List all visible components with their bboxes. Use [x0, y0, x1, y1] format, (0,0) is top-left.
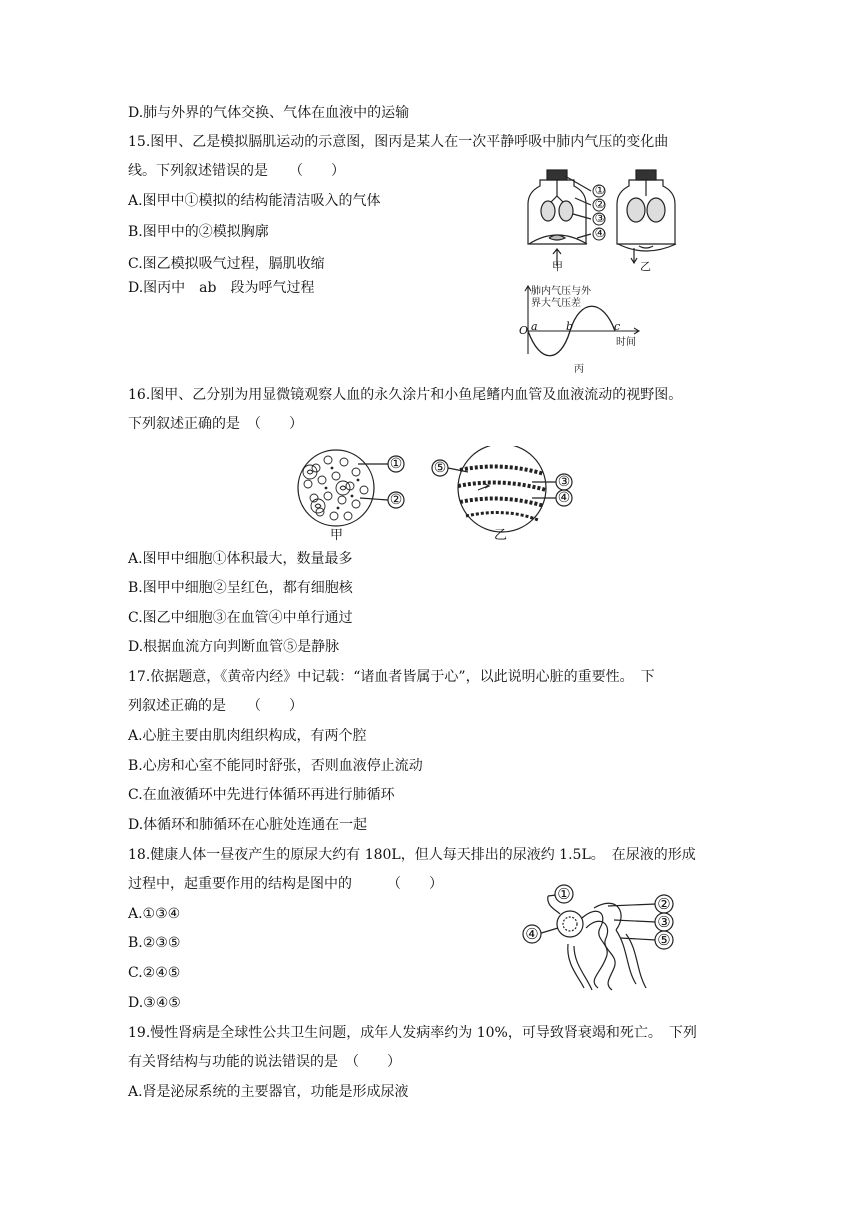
q16-label-5: ⑤ — [433, 460, 447, 476]
q16-label-1: ① — [389, 456, 403, 472]
q15-point-a: a — [531, 320, 538, 333]
q18-label-1: ① — [557, 885, 571, 903]
q15-point-c: c — [614, 320, 621, 333]
q15-stem-line2: 线。下列叙述错误的是 （ ） — [128, 163, 345, 179]
q18-option-a: A.①③④ — [128, 906, 181, 922]
q15-option-a: A.图甲中①模拟的结构能清洁吸入的气体 — [128, 193, 381, 209]
q15-option-c: C.图乙模拟吸气过程，膈肌收缩 — [128, 256, 325, 272]
q17-option-d: D.体循环和肺循环在心脏处连通在一起 — [128, 817, 368, 833]
q18-stem-line1: 18.健康人体一昼夜产生的原尿大约有 180L，但人每天排出的尿液约 1.5L。 在尿液的形成 — [128, 847, 696, 863]
q15-label-1: ① — [594, 183, 606, 197]
q15-origin-label: O — [519, 324, 529, 337]
q16-caption-yi: 乙 — [494, 528, 508, 543]
q18-label-5: ⑤ — [657, 931, 671, 949]
q15-option-b: B.图甲中的②模拟胸廓 — [128, 224, 269, 240]
q18-stem-line2: 过程中，起重要作用的结构是图中的 （ ） — [128, 876, 443, 892]
q19-stem-line1: 19.慢性肾病是全球性公共卫生问题，成年人发病率约为 10%，可导致肾衰竭和死亡。 下列 — [128, 1025, 697, 1041]
q18-label-2: ② — [657, 895, 671, 913]
q15-caption-yi: 乙 — [640, 260, 651, 273]
q16-stem-line2: 下列叙述正确的是 （ ） — [128, 416, 303, 432]
q18-option-d: D.③④⑤ — [128, 995, 181, 1011]
q16-option-d: D.根据血流方向判断血管⑤是静脉 — [128, 639, 340, 655]
q15-label-3: ③ — [594, 211, 606, 225]
q17-option-b: B.心房和心室不能同时舒张，否则血液停止流动 — [128, 758, 423, 774]
q18-option-b: B.②③⑤ — [128, 935, 181, 951]
q17-stem-line1: 17.依据题意，《黄帝内经》中记载：“诸血者皆属于心”，以此说明心脏的重要性。 下 — [128, 669, 655, 685]
q19-option-a: A.肾是泌尿系统的主要器官，功能是形成尿液 — [128, 1084, 409, 1100]
q16-label-2: ② — [389, 492, 403, 508]
q15-point-b: b — [566, 320, 574, 333]
q16-label-3: ③ — [557, 474, 571, 490]
q15-caption-bing: 丙 — [574, 364, 584, 375]
q16-option-c: C.图乙中细胞③在血管④中单行通过 — [128, 610, 353, 626]
q16-stem-line1: 16.图甲、乙分别为用显微镜观察人血的永久涂片和小鱼尾鳍内血管及血液流动的视野图。 — [128, 387, 683, 403]
q16-option-a: A.图甲中细胞①体积最大，数量最多 — [128, 551, 353, 567]
q14-option-d: D.肺与外界的气体交换、气体在血液中的运输 — [128, 105, 410, 121]
q15-label-2: ② — [594, 197, 606, 211]
q17-stem-line2: 列叙述正确的是 （ ） — [128, 698, 303, 714]
q16-option-b: B.图甲中细胞②呈红色，都有细胞核 — [128, 580, 353, 596]
q15-option-d: D.图丙中 ab 段为呼气过程 — [128, 280, 315, 296]
q15-caption-jia: 甲 — [552, 260, 563, 273]
q15-ylabel-line2: 界大气压差 — [531, 298, 581, 309]
q15-label-4: ④ — [594, 226, 606, 240]
q19-stem-line2: 有关肾结构与功能的说法错误的是 （ ） — [128, 1054, 401, 1070]
q15-ylabel-line1: 肺内气压与外 — [531, 286, 591, 297]
q16-caption-jia: 甲 — [330, 528, 344, 543]
q18-label-4: ④ — [525, 925, 539, 943]
q17-option-a: A.心脏主要由肌肉组织构成，有两个腔 — [128, 728, 367, 744]
q18-label-3: ③ — [657, 913, 671, 931]
q17-option-c: C.在血液循环中先进行体循环再进行肺循环 — [128, 787, 395, 803]
q18-option-c: C.②④⑤ — [128, 965, 181, 981]
q16-label-4: ④ — [557, 490, 571, 506]
q15-xlabel: 时间 — [616, 337, 636, 348]
q15-stem-line1: 15.图甲、乙是模拟膈肌运动的示意图，图丙是某人在一次平静呼吸中肺内气压的变化曲 — [128, 134, 669, 150]
